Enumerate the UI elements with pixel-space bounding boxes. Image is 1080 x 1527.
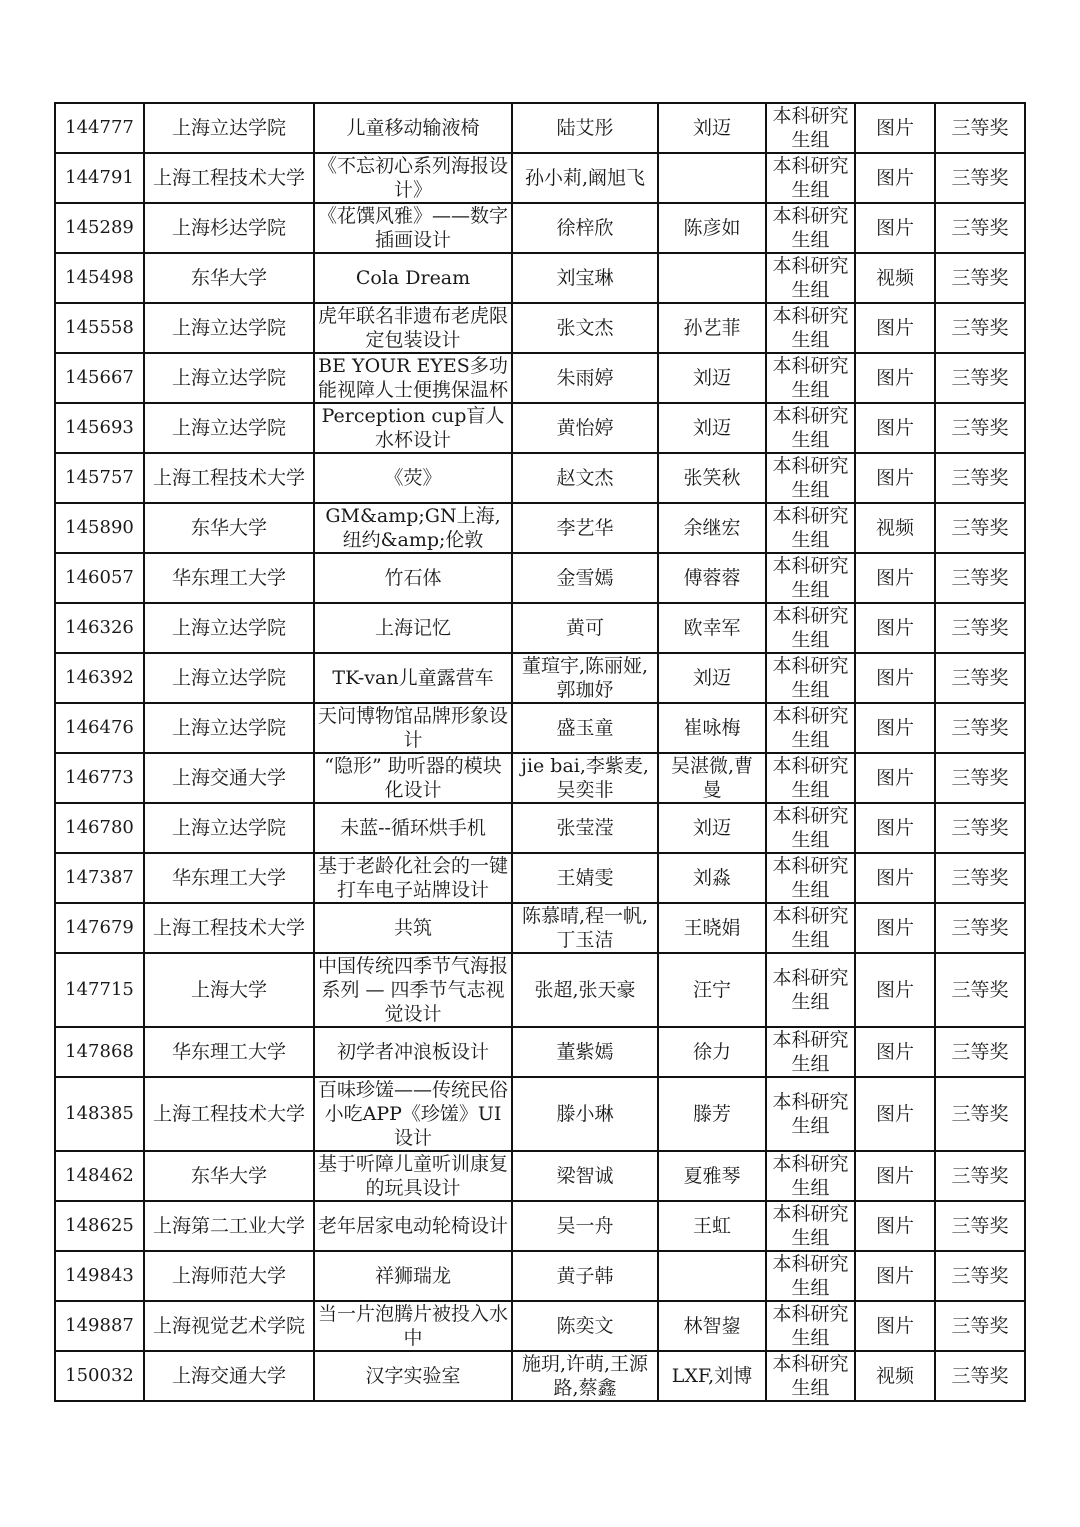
table-row	[55, 1351, 1025, 1401]
school-name-cell: 上海立达学院	[144, 703, 314, 753]
authors-cell: 徐梓欣	[512, 203, 658, 253]
authors-cell: 黄可	[512, 603, 658, 653]
competition-group-cell: 本科研究生组	[766, 503, 855, 553]
authors-cell: jie bai,李紫麦,吴奕非	[512, 753, 658, 803]
entry-id-cell: 145890	[55, 503, 144, 553]
advisor-cell: 夏雅琴	[658, 1151, 766, 1201]
authors-cell: 滕小琳	[512, 1077, 658, 1151]
entry-id-cell: 148625	[55, 1201, 144, 1251]
competition-group-cell: 本科研究生组	[766, 1201, 855, 1251]
award-level-cell: 三等奖	[935, 303, 1025, 353]
school-name-cell: 上海视觉艺术学院	[144, 1301, 314, 1351]
advisor-cell: 林智鋆	[658, 1301, 766, 1351]
award-level-cell: 三等奖	[935, 203, 1025, 253]
competition-group-cell: 本科研究生组	[766, 1301, 855, 1351]
work-title-cell: 初学者冲浪板设计	[314, 1027, 512, 1077]
award-level-cell: 三等奖	[935, 1201, 1025, 1251]
authors-cell: 张文杰	[512, 303, 658, 353]
school-name-cell: 上海师范大学	[144, 1251, 314, 1301]
advisor-cell: 张笑秋	[658, 453, 766, 503]
award-level-cell: 三等奖	[935, 403, 1025, 453]
competition-group-cell: 本科研究生组	[766, 753, 855, 803]
awards-table-body	[55, 103, 1025, 1401]
authors-cell: 吴一舟	[512, 1201, 658, 1251]
competition-group-cell: 本科研究生组	[766, 1151, 855, 1201]
competition-group-cell: 本科研究生组	[766, 603, 855, 653]
document-page	[54, 102, 1026, 1402]
competition-group-cell: 本科研究生组	[766, 253, 855, 303]
table-row	[55, 253, 1025, 303]
work-title-cell: 共筑	[314, 903, 512, 953]
entry-id-cell: 145693	[55, 403, 144, 453]
table-row	[55, 1301, 1025, 1351]
school-name-cell: 东华大学	[144, 1151, 314, 1201]
school-name-cell: 上海立达学院	[144, 103, 314, 153]
work-type-cell: 图片	[855, 853, 935, 903]
authors-cell: 张莹滢	[512, 803, 658, 853]
award-level-cell: 三等奖	[935, 253, 1025, 303]
school-name-cell: 上海立达学院	[144, 603, 314, 653]
advisor-cell	[658, 153, 766, 203]
advisor-cell: 王虹	[658, 1201, 766, 1251]
entry-id-cell: 147715	[55, 953, 144, 1027]
school-name-cell: 上海大学	[144, 953, 314, 1027]
advisor-cell: 王晓娟	[658, 903, 766, 953]
advisor-cell: 陈彦如	[658, 203, 766, 253]
work-title-cell: 未蓝--循环烘手机	[314, 803, 512, 853]
work-type-cell: 图片	[855, 153, 935, 203]
work-title-cell: 虎年联名非遗布老虎限定包装设计	[314, 303, 512, 353]
advisor-cell: 刘淼	[658, 853, 766, 903]
competition-group-cell: 本科研究生组	[766, 353, 855, 403]
advisor-cell: 汪宁	[658, 953, 766, 1027]
work-title-cell: Cola Dream	[314, 253, 512, 303]
award-level-cell: 三等奖	[935, 703, 1025, 753]
work-title-cell: 天问博物馆品牌形象设计	[314, 703, 512, 753]
entry-id-cell: 148462	[55, 1151, 144, 1201]
work-title-cell: 祥狮瑞龙	[314, 1251, 512, 1301]
entry-id-cell: 146780	[55, 803, 144, 853]
work-title-cell: 基于听障儿童听训康复的玩具设计	[314, 1151, 512, 1201]
award-level-cell: 三等奖	[935, 753, 1025, 803]
authors-cell: 金雪嫣	[512, 553, 658, 603]
authors-cell: 刘宝琳	[512, 253, 658, 303]
school-name-cell: 上海工程技术大学	[144, 153, 314, 203]
authors-cell: 孙小莉,阚旭飞	[512, 153, 658, 203]
entry-id-cell: 150032	[55, 1351, 144, 1401]
school-name-cell: 上海第二工业大学	[144, 1201, 314, 1251]
award-level-cell: 三等奖	[935, 903, 1025, 953]
school-name-cell: 东华大学	[144, 253, 314, 303]
table-row	[55, 753, 1025, 803]
authors-cell: 陈慕晴,程一帆,丁玉洁	[512, 903, 658, 953]
competition-group-cell: 本科研究生组	[766, 303, 855, 353]
table-row	[55, 853, 1025, 903]
competition-group-cell: 本科研究生组	[766, 703, 855, 753]
award-level-cell: 三等奖	[935, 603, 1025, 653]
competition-group-cell: 本科研究生组	[766, 953, 855, 1027]
work-type-cell: 图片	[855, 653, 935, 703]
school-name-cell: 上海杉达学院	[144, 203, 314, 253]
advisor-cell: 刘迈	[658, 403, 766, 453]
work-title-cell: 基于老龄化社会的一键打车电子站牌设计	[314, 853, 512, 903]
table-row	[55, 603, 1025, 653]
award-level-cell: 三等奖	[935, 503, 1025, 553]
advisor-cell: 徐力	[658, 1027, 766, 1077]
work-title-cell: BE YOUR EYES多功能视障人士便携保温杯	[314, 353, 512, 403]
school-name-cell: 上海立达学院	[144, 403, 314, 453]
work-type-cell: 图片	[855, 403, 935, 453]
competition-group-cell: 本科研究生组	[766, 1251, 855, 1301]
advisor-cell: 余继宏	[658, 503, 766, 553]
table-row	[55, 403, 1025, 453]
award-level-cell: 三等奖	[935, 853, 1025, 903]
work-type-cell: 图片	[855, 753, 935, 803]
authors-cell: 梁智诚	[512, 1151, 658, 1201]
work-type-cell: 图片	[855, 1151, 935, 1201]
work-title-cell: TK-van儿童露营车	[314, 653, 512, 703]
entry-id-cell: 146057	[55, 553, 144, 603]
advisor-cell: 刘迈	[658, 803, 766, 853]
competition-group-cell: 本科研究生组	[766, 1351, 855, 1401]
award-level-cell: 三等奖	[935, 103, 1025, 153]
work-type-cell: 图片	[855, 303, 935, 353]
entry-id-cell: 146326	[55, 603, 144, 653]
work-type-cell: 图片	[855, 803, 935, 853]
advisor-cell	[658, 253, 766, 303]
work-type-cell: 图片	[855, 103, 935, 153]
school-name-cell: 华东理工大学	[144, 553, 314, 603]
work-type-cell: 图片	[855, 1201, 935, 1251]
entry-id-cell: 149887	[55, 1301, 144, 1351]
table-row	[55, 1027, 1025, 1077]
advisor-cell: 刘迈	[658, 353, 766, 403]
school-name-cell: 上海工程技术大学	[144, 903, 314, 953]
advisor-cell: 崔咏梅	[658, 703, 766, 753]
award-level-cell: 三等奖	[935, 353, 1025, 403]
work-title-cell: 竹石体	[314, 553, 512, 603]
work-title-cell: 老年居家电动轮椅设计	[314, 1201, 512, 1251]
work-type-cell: 图片	[855, 203, 935, 253]
table-row	[55, 203, 1025, 253]
table-row	[55, 103, 1025, 153]
work-title-cell: 当一片泡腾片被投入水中	[314, 1301, 512, 1351]
competition-group-cell: 本科研究生组	[766, 453, 855, 503]
authors-cell: 陈奕文	[512, 1301, 658, 1351]
table-row	[55, 1201, 1025, 1251]
authors-cell: 黄怡婷	[512, 403, 658, 453]
award-level-cell: 三等奖	[935, 1151, 1025, 1201]
advisor-cell: 刘迈	[658, 103, 766, 153]
award-level-cell: 三等奖	[935, 1027, 1025, 1077]
table-row	[55, 503, 1025, 553]
table-row	[55, 703, 1025, 753]
advisor-cell: LXF,刘博	[658, 1351, 766, 1401]
table-row	[55, 153, 1025, 203]
advisor-cell: 孙艺菲	[658, 303, 766, 353]
entry-id-cell: 149843	[55, 1251, 144, 1301]
authors-cell: 施玥,许萌,王源路,蔡鑫	[512, 1351, 658, 1401]
school-name-cell: 上海交通大学	[144, 753, 314, 803]
advisor-cell	[658, 1251, 766, 1301]
competition-group-cell: 本科研究生组	[766, 853, 855, 903]
authors-cell: 赵文杰	[512, 453, 658, 503]
table-row	[55, 1251, 1025, 1301]
award-level-cell: 三等奖	[935, 453, 1025, 503]
competition-group-cell: 本科研究生组	[766, 653, 855, 703]
entry-id-cell: 147387	[55, 853, 144, 903]
entry-id-cell: 144777	[55, 103, 144, 153]
authors-cell: 朱雨婷	[512, 353, 658, 403]
table-row	[55, 453, 1025, 503]
work-title-cell: 《荧》	[314, 453, 512, 503]
award-level-cell: 三等奖	[935, 1077, 1025, 1151]
work-title-cell: 《不忘初心系列海报设计》	[314, 153, 512, 203]
authors-cell: 盛玉童	[512, 703, 658, 753]
school-name-cell: 上海立达学院	[144, 303, 314, 353]
authors-cell: 李艺华	[512, 503, 658, 553]
school-name-cell: 华东理工大学	[144, 1027, 314, 1077]
work-title-cell: 汉字实验室	[314, 1351, 512, 1401]
school-name-cell: 上海工程技术大学	[144, 1077, 314, 1151]
award-level-cell: 三等奖	[935, 1351, 1025, 1401]
work-type-cell: 图片	[855, 603, 935, 653]
work-type-cell: 图片	[855, 353, 935, 403]
competition-group-cell: 本科研究生组	[766, 803, 855, 853]
awards-table	[54, 102, 1026, 1402]
entry-id-cell: 146476	[55, 703, 144, 753]
work-title-cell: 《花馔风雅》——数字插画设计	[314, 203, 512, 253]
entry-id-cell: 145289	[55, 203, 144, 253]
entry-id-cell: 145757	[55, 453, 144, 503]
table-row	[55, 653, 1025, 703]
award-level-cell: 三等奖	[935, 1251, 1025, 1301]
work-type-cell: 图片	[855, 953, 935, 1027]
work-type-cell: 图片	[855, 453, 935, 503]
table-row	[55, 553, 1025, 603]
entry-id-cell: 147868	[55, 1027, 144, 1077]
competition-group-cell: 本科研究生组	[766, 1077, 855, 1151]
entry-id-cell: 144791	[55, 153, 144, 203]
table-row	[55, 1151, 1025, 1201]
competition-group-cell: 本科研究生组	[766, 553, 855, 603]
table-row	[55, 803, 1025, 853]
entry-id-cell: 147679	[55, 903, 144, 953]
table-row	[55, 353, 1025, 403]
competition-group-cell: 本科研究生组	[766, 903, 855, 953]
table-row	[55, 953, 1025, 1027]
work-type-cell: 图片	[855, 903, 935, 953]
school-name-cell: 上海立达学院	[144, 653, 314, 703]
advisor-cell: 吴湛微,曹曼	[658, 753, 766, 803]
work-title-cell: 上海记忆	[314, 603, 512, 653]
work-type-cell: 图片	[855, 1251, 935, 1301]
authors-cell: 黄子韩	[512, 1251, 658, 1301]
work-type-cell: 图片	[855, 553, 935, 603]
school-name-cell: 东华大学	[144, 503, 314, 553]
advisor-cell: 傅蓉蓉	[658, 553, 766, 603]
school-name-cell: 上海立达学院	[144, 353, 314, 403]
work-type-cell: 图片	[855, 1077, 935, 1151]
entry-id-cell: 145498	[55, 253, 144, 303]
advisor-cell: 刘迈	[658, 653, 766, 703]
work-type-cell: 图片	[855, 1027, 935, 1077]
work-type-cell: 图片	[855, 703, 935, 753]
work-title-cell: GM&amp;GN上海,纽约&amp;伦敦	[314, 503, 512, 553]
award-level-cell: 三等奖	[935, 653, 1025, 703]
competition-group-cell: 本科研究生组	[766, 103, 855, 153]
award-level-cell: 三等奖	[935, 153, 1025, 203]
competition-group-cell: 本科研究生组	[766, 403, 855, 453]
work-type-cell: 视频	[855, 1351, 935, 1401]
award-level-cell: 三等奖	[935, 553, 1025, 603]
authors-cell: 董瑄宇,陈丽娅,郭珈妤	[512, 653, 658, 703]
entry-id-cell: 148385	[55, 1077, 144, 1151]
work-type-cell: 视频	[855, 503, 935, 553]
advisor-cell: 滕芳	[658, 1077, 766, 1151]
award-level-cell: 三等奖	[935, 1301, 1025, 1351]
entry-id-cell: 145667	[55, 353, 144, 403]
authors-cell: 陆艾彤	[512, 103, 658, 153]
work-title-cell: 中国传统四季节气海报系列 — 四季节气志视觉设计	[314, 953, 512, 1027]
authors-cell: 张超,张天豪	[512, 953, 658, 1027]
school-name-cell: 上海交通大学	[144, 1351, 314, 1401]
table-row	[55, 903, 1025, 953]
work-title-cell: 百味珍馐——传统民俗小吃APP《珍馐》UI设计	[314, 1077, 512, 1151]
competition-group-cell: 本科研究生组	[766, 1027, 855, 1077]
table-row	[55, 303, 1025, 353]
work-title-cell: Perception cup盲人水杯设计	[314, 403, 512, 453]
authors-cell: 董紫嫣	[512, 1027, 658, 1077]
award-level-cell: 三等奖	[935, 953, 1025, 1027]
competition-group-cell: 本科研究生组	[766, 203, 855, 253]
school-name-cell: 上海工程技术大学	[144, 453, 314, 503]
entry-id-cell: 146773	[55, 753, 144, 803]
entry-id-cell: 145558	[55, 303, 144, 353]
work-title-cell: 儿童移动输液椅	[314, 103, 512, 153]
work-type-cell: 视频	[855, 253, 935, 303]
table-row	[55, 1077, 1025, 1151]
work-type-cell: 图片	[855, 1301, 935, 1351]
authors-cell: 王婧雯	[512, 853, 658, 903]
work-title-cell: “隐形” 助听器的模块化设计	[314, 753, 512, 803]
school-name-cell: 上海立达学院	[144, 803, 314, 853]
school-name-cell: 华东理工大学	[144, 853, 314, 903]
award-level-cell: 三等奖	[935, 803, 1025, 853]
competition-group-cell: 本科研究生组	[766, 153, 855, 203]
advisor-cell: 欧幸军	[658, 603, 766, 653]
entry-id-cell: 146392	[55, 653, 144, 703]
